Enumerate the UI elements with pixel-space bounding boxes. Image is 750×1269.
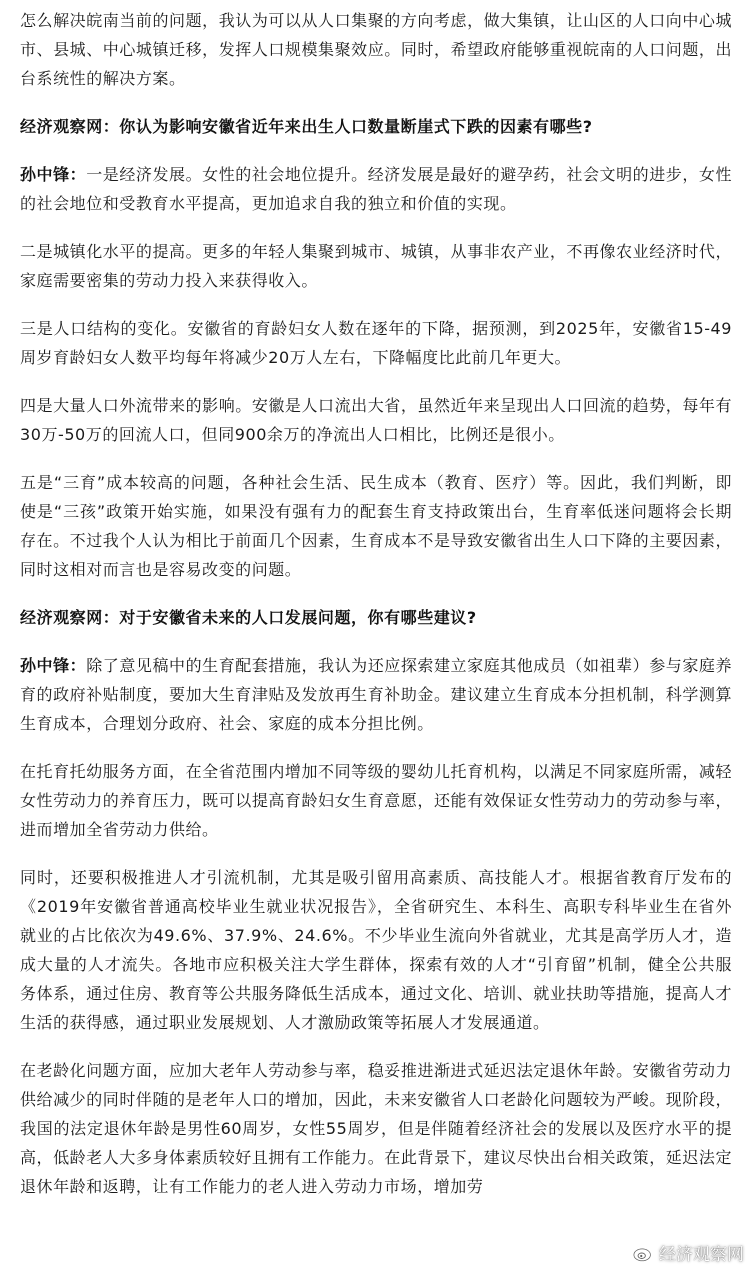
speaker-name: 孙中锋： [20, 165, 87, 184]
paragraph: 同时，还要积极推进人才引流机制，尤其是吸引留用高素质、高技能人才。根据省教育厅发布的《2019年安徽省普通高校毕业生就业状况报告》，全省研究生、本科生、高职专科毕业生在省外就业的占比依次为49.6%、37.9%、24.6%。不少毕业生流向外省就业，尤其是高学历人才，造成大量的人才流失。各地市应积极关注大学生群体，探索有效的人才“引育留”机制，健全公共服务体系，通过住房、教育等公共服务降低生活成本，通过文化、培训、就业扶助等措施，提高人才生活的获得感，通过职业发展规划、人才激励政策等拓展人才发展通道。 [20, 868, 732, 1032]
answer-text: 除了意见稿中的生育配套措施，我认为还应探索建立家庭其他成员（如祖辈）参与家庭养育的政府补贴制度，要加大生育津贴及发放再生育补助金。建议建立生育成本分担机制，科学测算生育成本，合理划分政府、社会、家庭的成本分担比例。 [20, 656, 732, 733]
paragraph: 在老龄化问题方面，应加大老年人劳动参与率，稳妥推进渐进式延迟法定退休年龄。安徽省劳动力供给减少的同时伴随的是老年人口的增加，因此，未来安徽省人口老龄化问题较为严峻。现阶段，我国的法定退休年龄是男性60周岁，女性55周岁，但是伴随着经济社会的发展以及医疗水平的提高，低龄老人大多身体素质较好且拥有工作能力。在此背景下，建议尽快出台相关政策，延迟法定退休年龄和返聘，让有工作能力的老人进入劳动力市场，增加劳 [20, 1061, 732, 1196]
weibo-logo-icon [633, 1242, 655, 1264]
paragraph: 在托育托幼服务方面，在全省范围内增加不同等级的婴幼儿托育机构，以满足不同家庭所需，减轻女性劳动力的养育压力，既可以提高育龄妇女生育意愿，还能有效保证女性劳动力的劳动参与率，进而增加全省劳动力供给。 [20, 762, 732, 839]
paragraph: 二是城镇化水平的提高。更多的年轻人集聚到城市、城镇，从事非农产业，不再像农业经济时代，家庭需要密集的劳动力投入来获得收入。 [20, 242, 732, 290]
paragraph: 三是人口结构的变化。安徽省的育龄妇女人数在逐年的下降，据预测，到2025年，安徽省15-49周岁育龄妇女人数平均每年将减少20万人左右，下降幅度比此前几年更大。 [20, 319, 732, 367]
article-body [20, 6, 732, 1220]
source-watermark [633, 1240, 744, 1265]
interview-question: 经济观察网：你认为影响安徽省近年来出生人口数量断崖式下跌的因素有哪些? [20, 117, 593, 136]
paragraph: 怎么解决皖南当前的问题，我认为可以从人口集聚的方向考虑，做大集镇，让山区的人口向中心城市、县城、中心城镇迁移，发挥人口规模集聚效应。同时，希望政府能够重视皖南的人口问题，出台系统性的解决方案。 [20, 11, 732, 88]
watermark-text: 经济观察网 [659, 1245, 744, 1265]
answer-text: 一是经济发展。女性的社会地位提升。经济发展是最好的避孕药，社会文明的进步，女性的社会地位和受教育水平提高，更加追求自我的独立和价值的实现。 [20, 165, 732, 213]
interview-answer [20, 160, 732, 218]
paragraph: 四是大量人口外流带来的影响。安徽是人口流出大省，虽然近年来呈现出人口回流的趋势，每年有30万-50万的回流人口，但同900余万的净流出人口相比，比例还是很小。 [20, 396, 732, 444]
speaker-name: 孙中锋： [20, 656, 87, 675]
interview-question: 经济观察网：对于安徽省未来的人口发展问题，你有哪些建议? [20, 608, 477, 627]
interview-answer [20, 651, 732, 738]
paragraph: 五是“三育”成本较高的问题，各种社会生活、民生成本（教育、医疗）等。因此，我们判断，即使是“三孩”政策开始实施，如果没有强有力的配套生育支持政策出台，生育率低迷问题将会长期存在。不过我个人认为相比于前面几个因素，生育成本不是导致安徽省出生人口下降的主要因素，同时这相对而言也是容易改变的问题。 [20, 473, 732, 579]
